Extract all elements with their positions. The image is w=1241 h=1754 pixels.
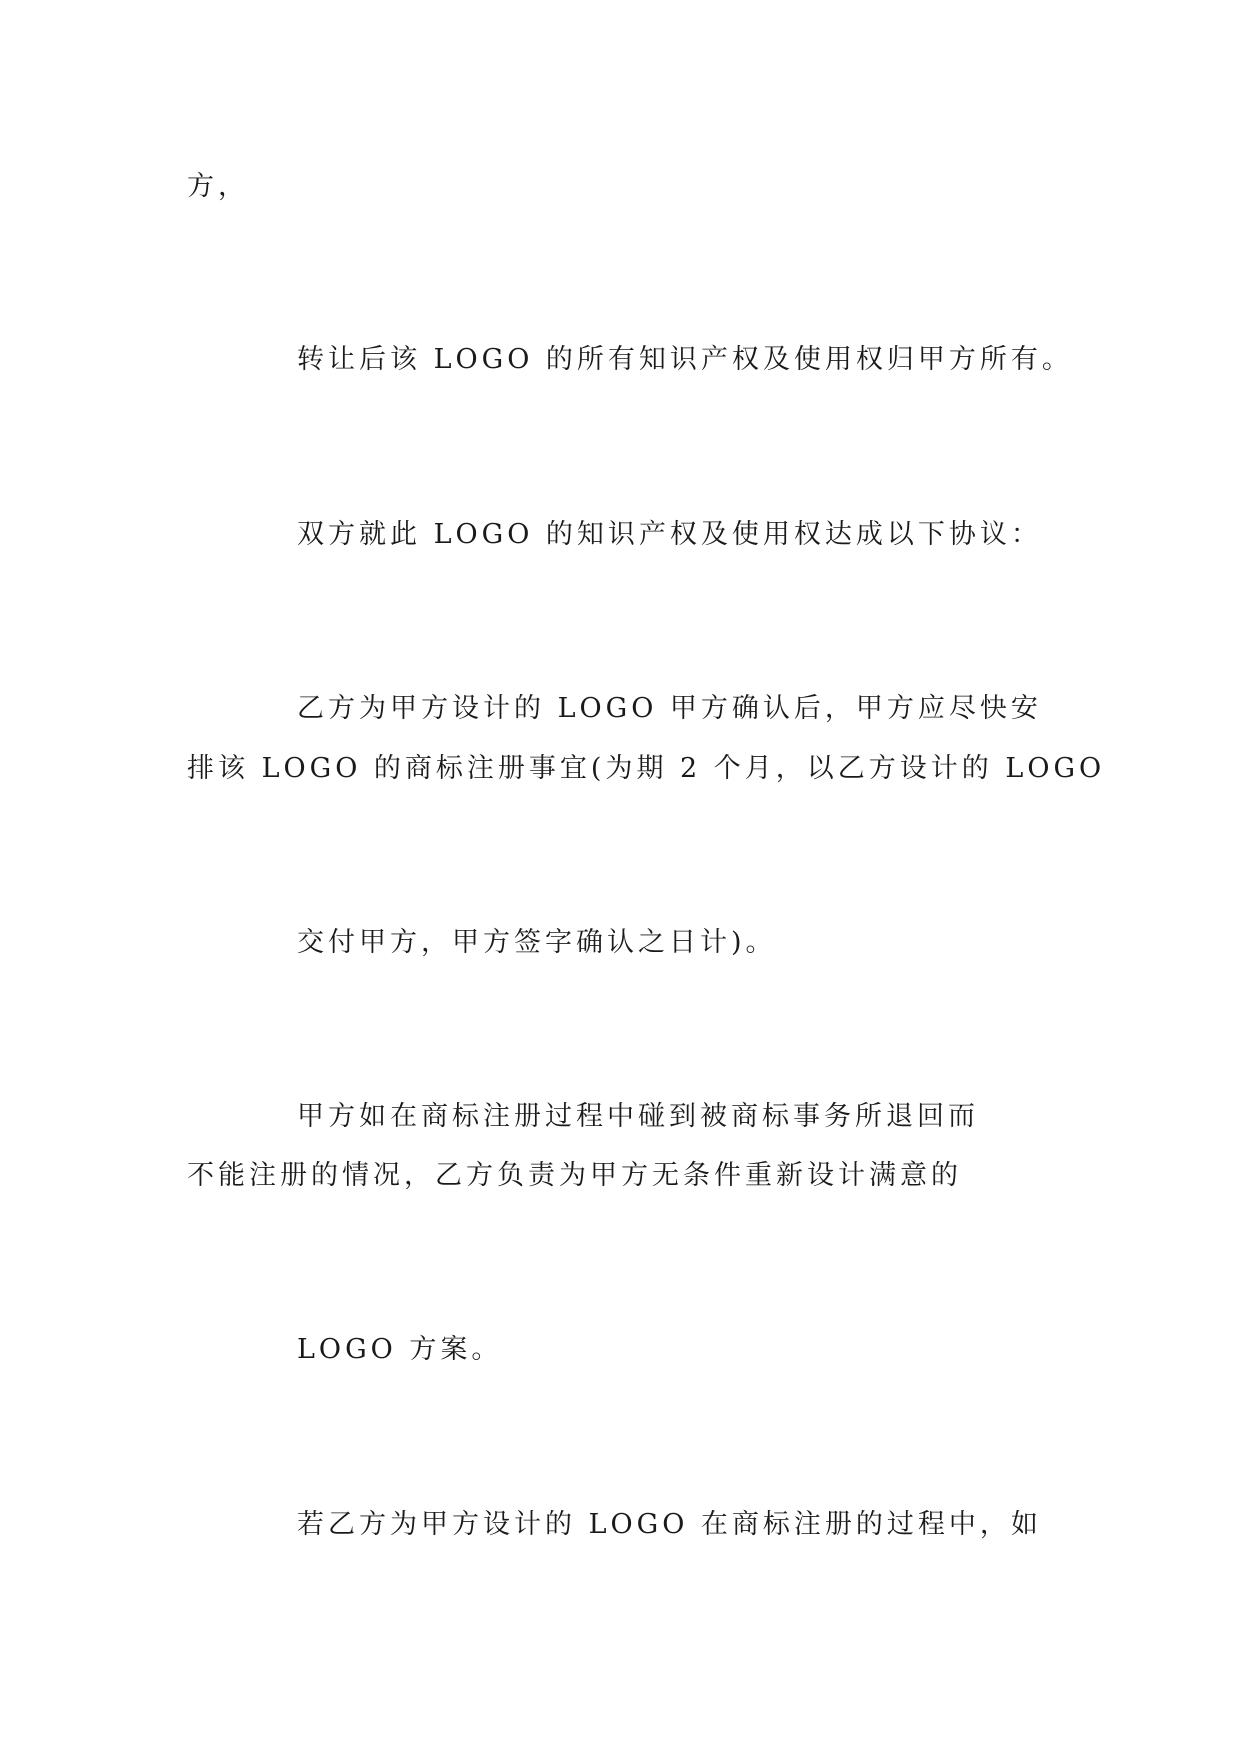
text-line: 排该 LOGO 的商标注册事宜(为期 2 个月，以乙方设计的 LOGO	[187, 753, 1106, 784]
text-line: 不能注册的情况，乙方负责为甲方无条件重新设计满意的	[187, 1160, 962, 1191]
text-line: 转让后该 LOGO 的所有知识产权及使用权归甲方所有。	[297, 344, 1073, 375]
text-line: 双方就此 LOGO 的知识产权及使用权达成以下协议：	[297, 519, 1042, 550]
text-line: LOGO 方案。	[297, 1334, 503, 1365]
text-line: 若乙方为甲方设计的 LOGO 在商标注册的过程中，如	[297, 1509, 1042, 1540]
text-line: 交付甲方，甲方签字确认之日计)。	[297, 927, 777, 958]
text-line: 方，	[187, 171, 249, 202]
text-line: 甲方如在商标注册过程中碰到被商标事务所退回而	[297, 1101, 979, 1132]
text-line: 乙方为甲方设计的 LOGO 甲方确认后，甲方应尽快安	[297, 693, 1042, 724]
